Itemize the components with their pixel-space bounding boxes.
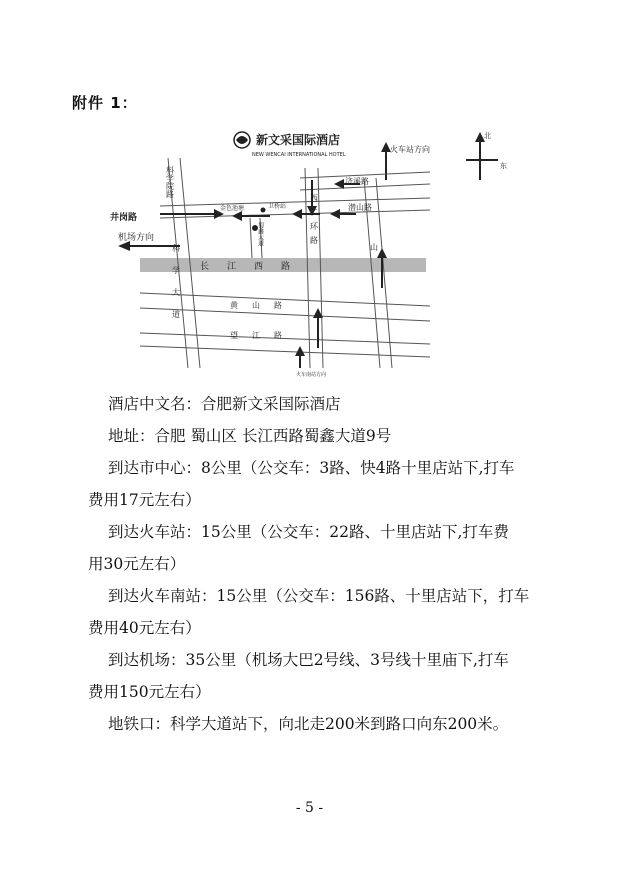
address-line: 地址：合肥 蜀山区 长江西路蜀鑫大道9号 [108,427,392,445]
jinggang-road-label: 井岗路 [110,213,138,223]
compass-north: 北 [484,132,491,140]
weiqiao-station-marker [261,208,266,213]
location-map [100,118,540,380]
shuxin-avenue-label: 蜀鑫大道 [256,222,264,246]
weiqiao-station-label: 卫桥站 [268,203,287,210]
city-center-line-2: 费用17元左右） [88,491,201,509]
airport-direction-label: 机场方向 [118,233,155,243]
hotel-logo [234,132,346,158]
city-center-line-1: 到达市中心：8公里（公交车：3路、快4路十里店站下,打车 [108,459,515,477]
jinse-didi-label: 金色池塘 [220,205,245,212]
metro-line: 地铁口：科学大道站下，向北走200米到路口向东200米。 [108,715,509,733]
shan-label: 山 [370,243,378,252]
jiaxi-road-label: 济溪路 [345,177,369,186]
changjiang-west-road-label: 长江西路 [200,262,309,272]
hotel-logo-cn: 新文采国际酒店 [256,133,341,147]
qianshan-road-label: 潜山路 [348,203,372,212]
train-station-direction-label: 火车站方向 [390,145,430,154]
kexue-avenue-label: 科学大道 [171,244,181,332]
map-drawing [100,118,540,380]
hotel-logo-en: NEW WENCAI INTERNATIONAL HOTEL [252,152,346,158]
south-train-direction-label: 火车南站方向 [296,372,327,378]
hotel-info [88,388,548,740]
hotel-name-line: 酒店中文名：合肥新文采国际酒店 [108,395,341,413]
xierhuan-road-label: 西二环路 [309,194,319,250]
kexue-road-label: 科学院路 [165,166,175,198]
attachment-label: 附件 1： [72,94,138,112]
huangshan-road-label: 黄山路 [230,301,296,310]
airport-line-1: 到达机场：35公里（机场大巴2号线、3号线十里庙下,打车 [108,651,509,669]
compass-icon [466,131,507,180]
wangjiang-road-label: 望江路 [230,331,296,340]
train-line-2: 用30元左右） [88,555,186,573]
train-line-1: 到达火车站：15公里（公交车：22路、十里店站下,打车费 [108,523,509,541]
south-train-line-1: 到达火车南站：15公里（公交车：156路、十里店站下，打车 [108,587,530,605]
airport-line-2: 费用150元左右） [88,683,211,701]
compass-east: 东 [500,162,507,170]
page-number: - 5 - [295,800,324,816]
south-train-line-2: 费用40元左右） [88,619,201,637]
